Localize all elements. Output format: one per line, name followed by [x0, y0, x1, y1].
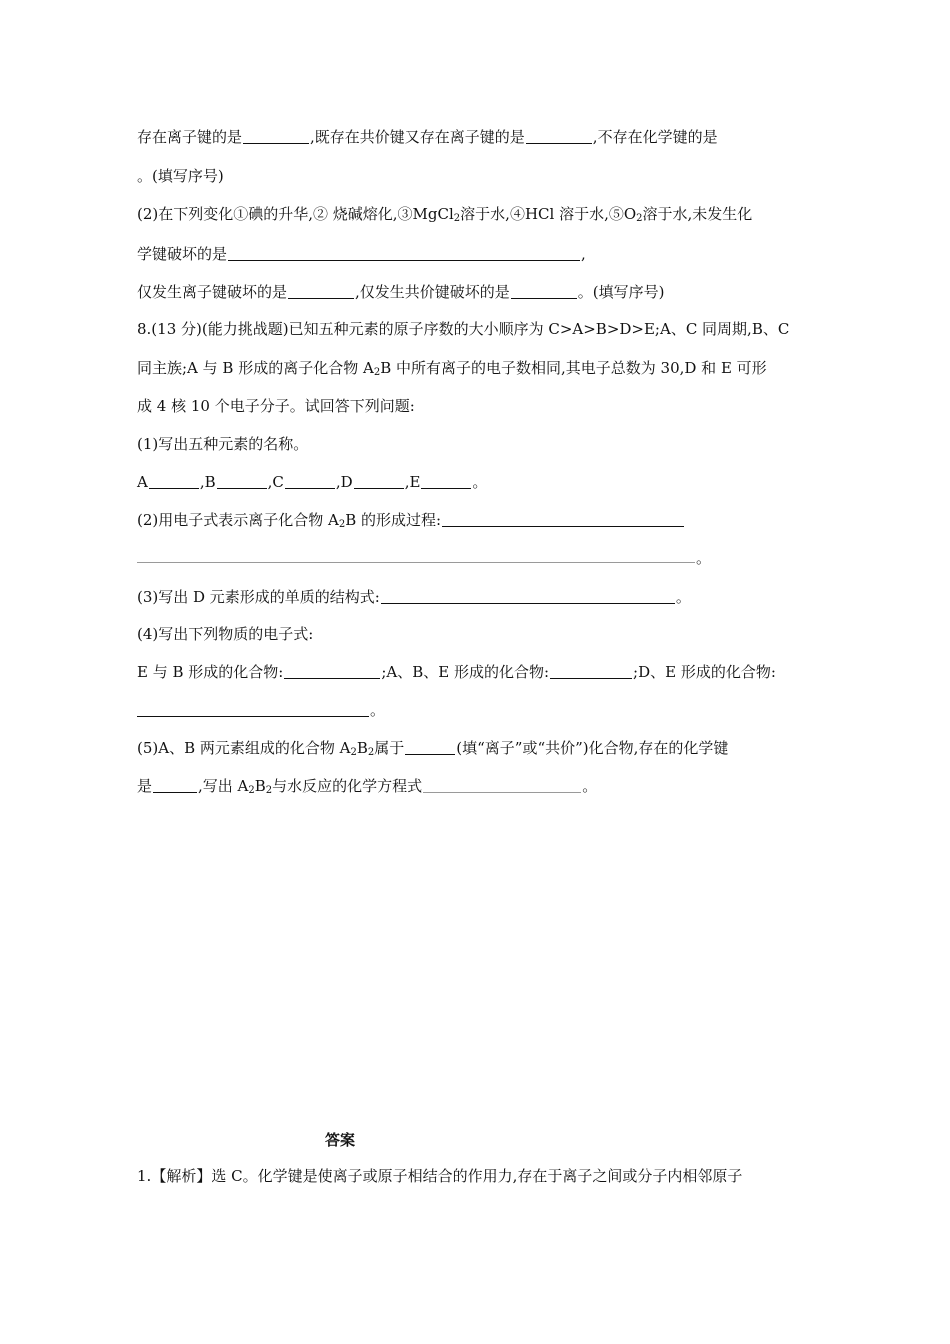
q8-text: 。: [582, 777, 598, 795]
q8-text: (5)A、B 两元素组成的化合物 A: [137, 739, 351, 757]
answer-blank[interactable]: [423, 774, 581, 793]
q8-text: 。: [696, 549, 712, 567]
q8-part4-line: [137, 659, 827, 685]
answers-title: 答案: [325, 1131, 356, 1149]
q8-text: 属于: [374, 739, 405, 757]
answer-blank[interactable]: [153, 774, 197, 793]
q8-line2: [137, 355, 827, 381]
q8-text: ,写出 A: [198, 777, 249, 795]
subscript: 2: [248, 785, 255, 796]
q7-text: 学键破坏的是: [137, 245, 228, 263]
answer-number: 1.: [137, 1167, 152, 1185]
q7-text: (2)在下列变化①碘的升华,② 烧碱熔化,③MgCl: [137, 205, 454, 223]
q8-text: B: [356, 739, 368, 757]
q8-text: ,B: [199, 473, 216, 491]
answer-blank[interactable]: [421, 470, 471, 489]
subscript: 2: [350, 747, 357, 758]
q8-text: (4)写出下列物质的电子式:: [137, 625, 314, 643]
q7-text: 。(填写序号): [137, 167, 224, 185]
q7-text: 仅发生离子键破坏的是: [137, 283, 288, 301]
q8-part4: [137, 621, 827, 647]
q8-line3: [137, 393, 827, 419]
subscript: 2: [453, 213, 461, 224]
answer-blank[interactable]: [149, 470, 199, 489]
q8-text: E 与 B 形成的化合物:: [137, 663, 284, 681]
q8-part5-line2: [137, 773, 827, 799]
q7-text: 溶于水,④HCl 溶于水,⑤O: [460, 205, 637, 223]
answer-blank[interactable]: [511, 280, 577, 299]
q8-text: 成 4 核 10 个电子分子。试回答下列问题:: [137, 397, 415, 415]
answer-text: 选 C。化学键是使离子或原子相结合的作用力,存在于离子之间或分子内相邻原子: [211, 1167, 743, 1185]
q7-text: 溶于水,未发生化: [642, 205, 753, 223]
answer-blank[interactable]: [243, 125, 309, 144]
q8-part2-end: [696, 545, 736, 571]
q8-text: ;A、B、E 形成的化合物:: [381, 663, 550, 681]
q7-part2-line2: [137, 241, 827, 267]
q8-text: 8.(13 分)(能力挑战题)已知五种元素的原子序数的大小顺序为 C>A>B>D>E;A、C 同周期,B、C: [137, 320, 790, 338]
q7-part1-line: [137, 124, 827, 150]
subscript: 2: [636, 213, 643, 224]
subscript: 2: [367, 747, 375, 758]
q8-text: 与水反应的化学方程式: [272, 777, 423, 795]
answer-blank[interactable]: [381, 585, 675, 604]
answer-blank[interactable]: [285, 470, 335, 489]
q8-text: ,D: [335, 473, 353, 491]
q8-text: 是: [137, 777, 153, 795]
q8-line1: [137, 316, 827, 342]
answer-blank[interactable]: [284, 660, 380, 679]
answer-blank[interactable]: [526, 125, 592, 144]
q8-part1-names: [137, 469, 827, 495]
q8-text: ,E: [404, 473, 421, 491]
q7-part2-line1: [137, 201, 827, 227]
answer-blank[interactable]: [354, 470, 404, 489]
q8-text: ;D、E 形成的化合物:: [633, 663, 776, 681]
q8-text: 同主族;A 与 B 形成的离子化合物 A: [137, 359, 374, 377]
q8-part2: [137, 507, 827, 533]
subscript: 2: [265, 785, 273, 796]
answer-1: [137, 1163, 827, 1189]
q8-text: A: [137, 473, 148, 491]
q8-text: 。: [370, 701, 386, 719]
answer-blank-continuation[interactable]: [137, 562, 695, 563]
q7-text: ,: [581, 245, 586, 263]
q8-text: B 中所有离子的电子数相同,其电子总数为 30,D 和 E 可形: [380, 359, 767, 377]
q7-text: ,既存在共价键又存在离子键的是: [310, 128, 525, 146]
q8-text: 。: [675, 588, 691, 606]
q8-text: (3)写出 D 元素形成的单质的结构式:: [137, 588, 380, 606]
answer-blank[interactable]: [217, 470, 267, 489]
subscript: 2: [338, 519, 346, 530]
answer-blank[interactable]: [442, 508, 684, 527]
answer-blank[interactable]: [550, 660, 632, 679]
analysis-tag: 【解析】: [151, 1167, 212, 1185]
q8-text: ,C: [267, 473, 284, 491]
q8-text: 。: [472, 473, 488, 491]
q7-part2-line3: [137, 279, 827, 305]
answer-blank[interactable]: [137, 698, 369, 717]
q8-part5-line1: [137, 735, 827, 761]
q8-text: B 的形成过程:: [345, 511, 442, 529]
q7-fill-note: [137, 163, 827, 189]
q8-text: (1)写出五种元素的名称。: [137, 435, 309, 453]
q8-part1: [137, 431, 827, 457]
subscript: 2: [373, 367, 381, 378]
q7-text: 存在离子键的是: [137, 128, 243, 146]
q8-part4-line2: [137, 697, 827, 723]
answer-blank[interactable]: [405, 736, 455, 755]
q8-text: (2)用电子式表示离子化合物 A: [137, 511, 339, 529]
answer-blank[interactable]: [228, 242, 580, 261]
q7-text: ,仅发生共价键破坏的是: [355, 283, 510, 301]
q8-part3: [137, 584, 827, 610]
q8-text: (填“离子”或“共价”)化合物,存在的化学键: [456, 739, 729, 757]
q7-text: 。(填写序号): [577, 283, 665, 301]
q8-text: B: [254, 777, 266, 795]
q7-text: ,不存在化学键的是: [592, 128, 718, 146]
answer-blank[interactable]: [288, 280, 354, 299]
